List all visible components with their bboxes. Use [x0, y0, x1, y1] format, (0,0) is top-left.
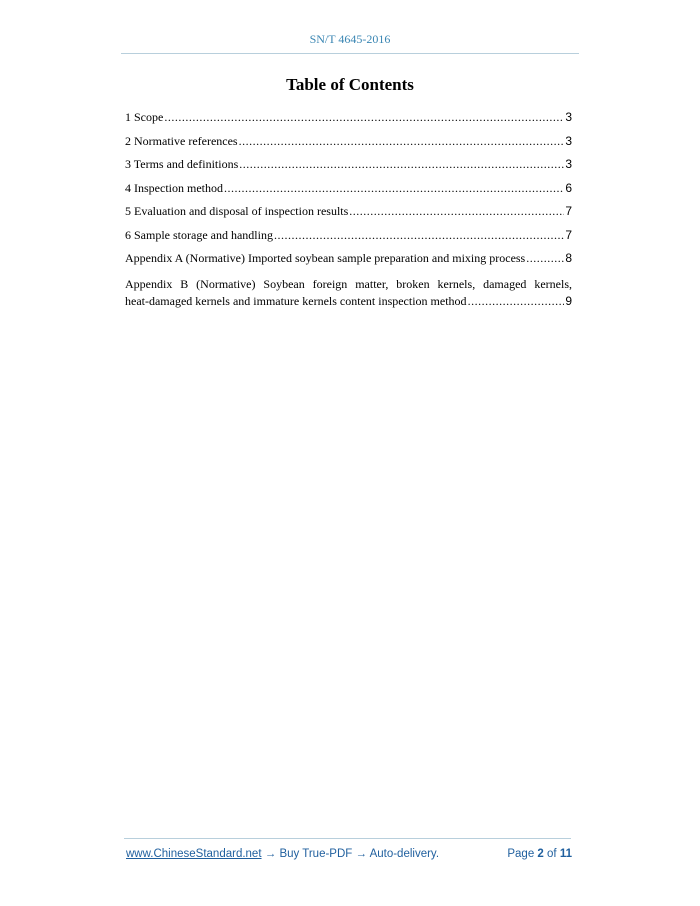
auto-delivery-text: Auto-delivery. — [369, 848, 440, 860]
page-total: 11 — [559, 848, 572, 860]
footer-divider — [124, 838, 571, 839]
toc-entry-title: Appendix A (Normative) Imported soybean sample preparation and mixing process — [125, 251, 526, 265]
toc-entry[interactable] — [125, 156, 572, 180]
toc-leader-dots — [274, 227, 564, 243]
buy-true-pdf-text: Buy True-PDF — [279, 848, 353, 860]
page-label: Page — [507, 848, 535, 860]
toc-entry-line2 — [125, 293, 572, 310]
toc-entry-title: 1 Scope — [125, 110, 164, 124]
toc-entry-page: 3 — [565, 133, 572, 148]
toc-entry-title: 2 Normative references — [125, 133, 238, 148]
toc-entry-page: 8 — [565, 251, 572, 265]
toc-leader-dots — [239, 156, 564, 172]
toc-entry-page: 9 — [565, 293, 572, 308]
toc-entry-title-line2: heat-damaged kernels and immature kernels content inspection method — [125, 293, 467, 308]
toc-entry-page: 6 — [565, 180, 572, 195]
toc-entry[interactable] — [125, 203, 572, 227]
document-code-header: SN/T 4645-2016 — [309, 32, 391, 46]
page-of-label: of — [547, 848, 557, 860]
toc-title: Table of Contents — [286, 75, 414, 94]
toc-entry-title: 5 Evaluation and disposal of inspection results — [125, 204, 349, 218]
toc-entry[interactable] — [125, 180, 572, 204]
toc-entry-appendix-b[interactable] — [125, 276, 572, 310]
website-link[interactable]: www.ChineseStandard.net — [126, 848, 262, 860]
header-divider — [121, 53, 579, 54]
page-indicator — [507, 848, 572, 860]
toc-entry[interactable] — [125, 133, 572, 157]
toc-leader-dots — [224, 180, 564, 196]
toc-entry[interactable] — [125, 250, 572, 274]
toc-entry-page: 7 — [565, 204, 572, 218]
toc-list — [125, 109, 572, 310]
arrow-right-icon: → — [355, 848, 367, 860]
toc-leader-dots — [526, 250, 564, 266]
toc-entry-page: 3 — [565, 157, 572, 171]
page-current: 2 — [537, 848, 544, 860]
toc-entry-title: 3 Terms and definitions — [125, 157, 239, 171]
toc-leader-dots — [349, 203, 564, 219]
toc-entry-page: 7 — [565, 227, 572, 242]
toc-leader-dots — [239, 133, 565, 149]
toc-entry[interactable] — [125, 227, 572, 251]
toc-entry-page: 3 — [565, 110, 572, 124]
toc-entry-title: 4 Inspection method — [125, 180, 223, 195]
toc-leader-dots — [468, 293, 565, 310]
arrow-right-icon: → — [264, 848, 277, 860]
toc-entry-title: 6 Sample storage and handling — [125, 227, 273, 242]
footer — [126, 848, 572, 860]
toc-leader-dots — [164, 109, 564, 125]
toc-entry[interactable] — [125, 109, 572, 133]
toc-entry-title-line1: Appendix B (Normative) Soybean foreign matter, broken kernels, damaged kernels, — [125, 276, 572, 291]
